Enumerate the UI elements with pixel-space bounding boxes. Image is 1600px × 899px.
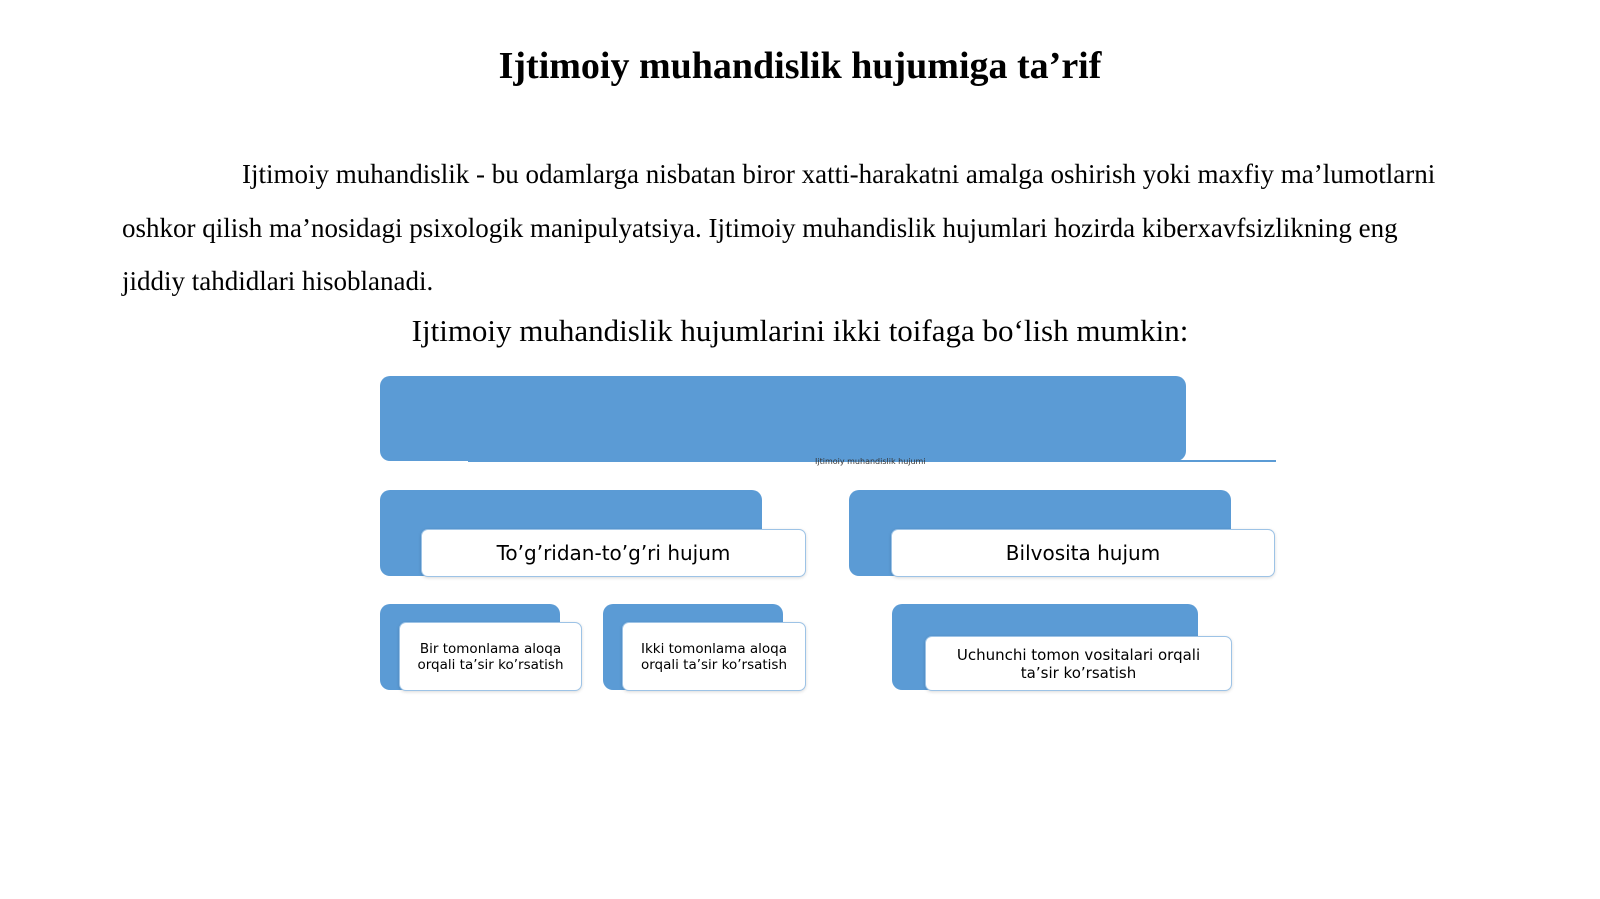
root-node-label: Ijtimoiy muhandislik hujumi	[815, 457, 926, 466]
definition-paragraph: Ijtimoiy muhandislik - bu odamlarga nisbatan biror xatti-harakatni amalga oshirish yoki maxfiy ma’lumotlarni oshkor qilish ma’nosidagi psixologik manipulyatsiya. Ijtimoiy muhandislik hujumlari hozirda kiberxavfsizlikning eng jiddiy tahdidlari hisoblanadi.	[122, 159, 1436, 296]
two-way-label: Ikki tomonlama aloqa orqali ta’sir ko’rsatish	[622, 622, 806, 691]
root-node-box	[380, 376, 1186, 461]
third-party-label: Uchunchi tomon vositalari orqali ta’sir ko’rsatish	[925, 636, 1232, 691]
categories-subtitle: Ijtimoiy muhandislik hujumlarini ikki toifaga bo‘lish mumkin:	[411, 313, 1189, 348]
indirect-attack-label: Bilvosita hujum	[891, 529, 1275, 577]
slide-title: Ijtimoiy muhandislik hujumiga ta’rif	[498, 45, 1102, 87]
one-way-label: Bir tomonlama aloqa orqali ta’sir ko’rsatish	[399, 622, 582, 691]
direct-attack-label: To’g’ridan-to’g’ri hujum	[421, 529, 806, 577]
